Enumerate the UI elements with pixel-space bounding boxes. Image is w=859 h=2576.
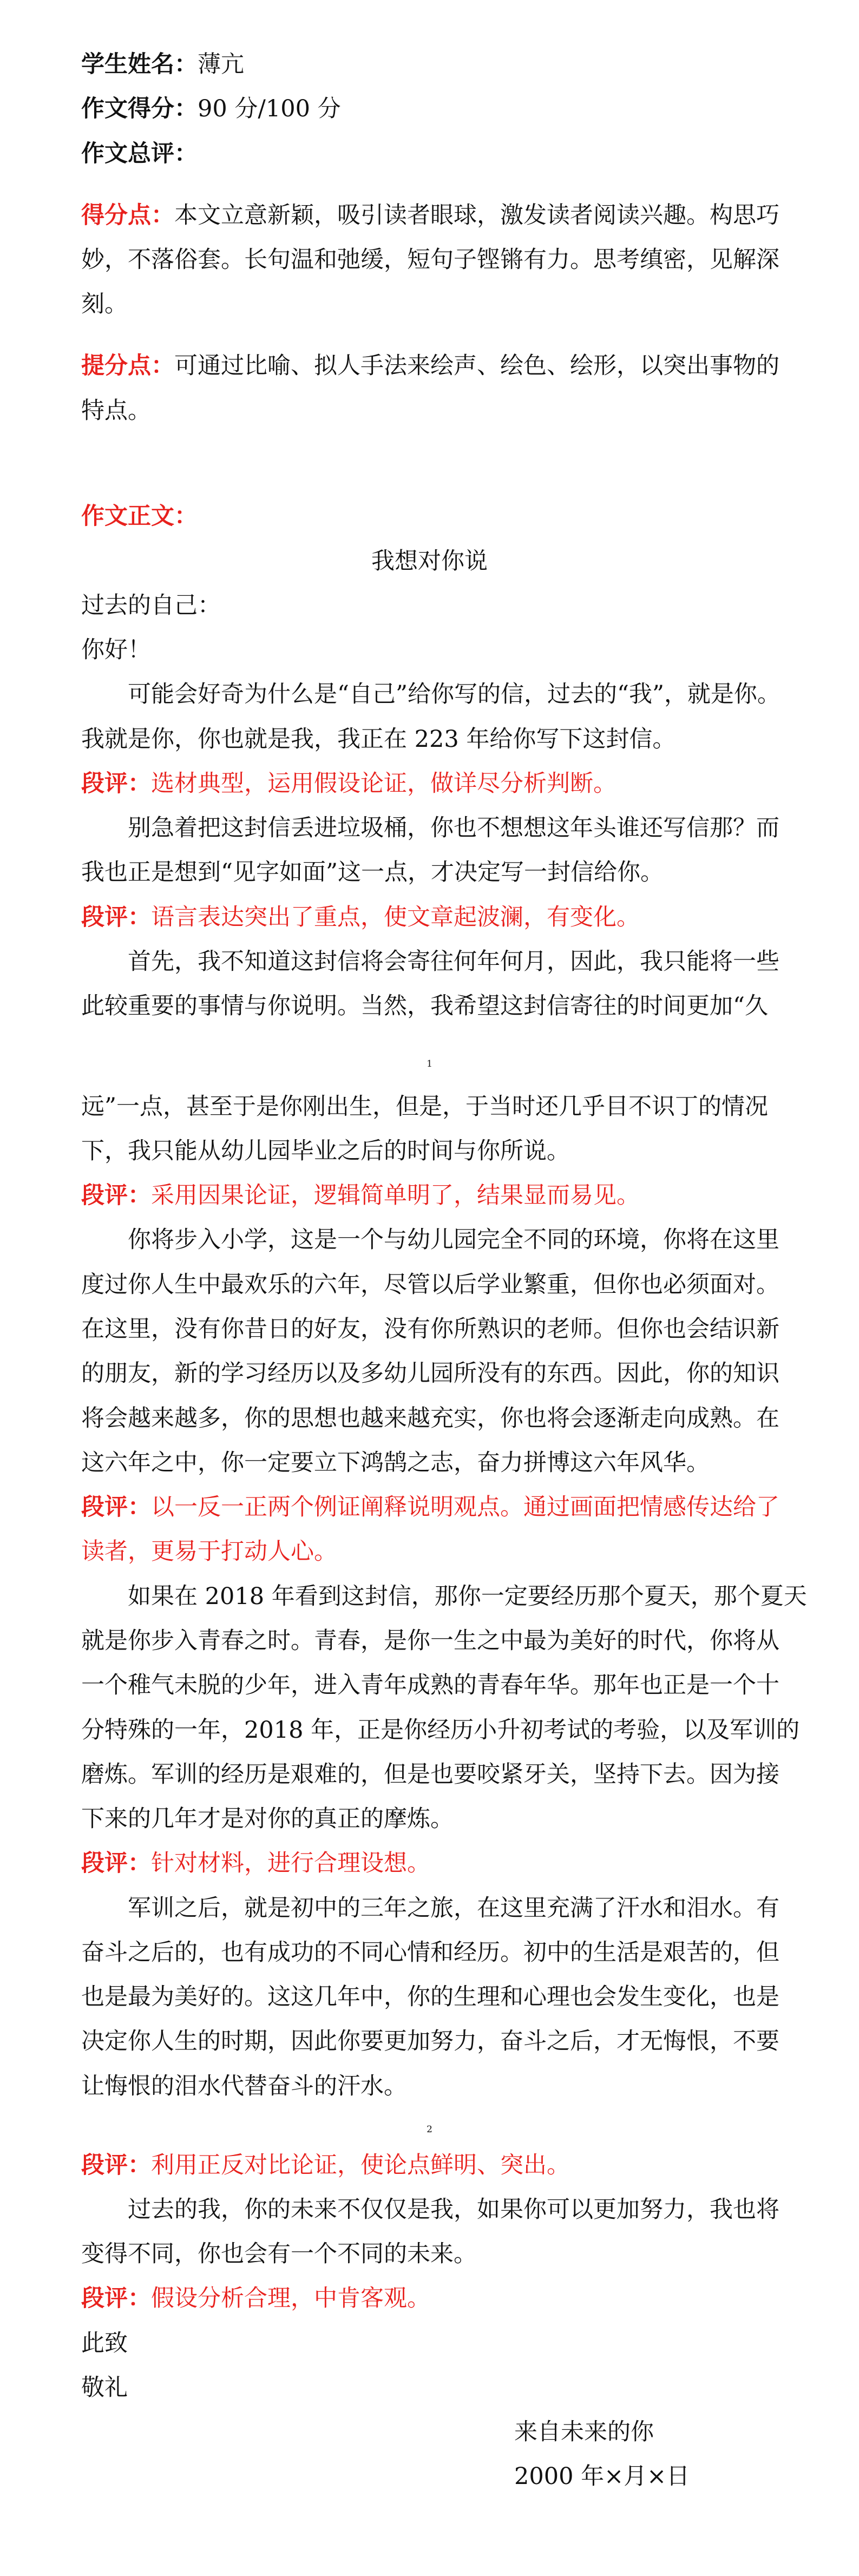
- page-number-1: 1: [427, 1059, 432, 1069]
- strengths-label: 得分点：: [81, 202, 174, 229]
- paragraph-7-line-1: 过去的我，你的未来不仅仅是我，如果你可以更加努力，我也将: [128, 2196, 779, 2223]
- comment-3: [81, 1184, 640, 1207]
- strengths-line-3: 刻。: [81, 291, 128, 318]
- comment-5: [81, 1852, 430, 1875]
- strengths-line-1: [81, 204, 779, 227]
- comment-7-label: 段评：: [81, 2285, 151, 2312]
- closing-line-2: 敬礼: [81, 2374, 128, 2401]
- comment-2-text: 语言表达突出了重点，使文章起波澜，有变化。: [151, 904, 640, 931]
- comment-3-text: 采用因果论证，逻辑简单明了，结果显而易见。: [151, 1182, 640, 1209]
- comment-3-label: 段评：: [81, 1182, 151, 1209]
- comment-4-text-1: 以一反一正两个例证阐释说明观点。通过画面把情感传达给了: [151, 1494, 779, 1521]
- student-name-label: 学生姓名：: [81, 51, 198, 78]
- strengths-text-1: 本文立意新颖，吸引读者眼球，激发读者阅读兴趣。构思巧: [174, 202, 779, 229]
- comment-5-label: 段评：: [81, 1850, 151, 1877]
- comment-1-text: 选材典型，运用假设论证，做详尽分析判断。: [151, 770, 617, 797]
- comment-6-label: 段评：: [81, 2152, 151, 2179]
- paragraph-6-line-5: 让悔恨的泪水代替奋斗的汗水。: [81, 2073, 407, 2100]
- essay-title: 我想对你说: [371, 548, 488, 575]
- paragraph-6-line-3: 也是最为美好的。这这几年中，你的生理和心理也会发生变化，也是: [81, 1983, 779, 2010]
- paragraph-3-line-4: 下，我只能从幼儿园毕业之后的时间与你所说。: [81, 1138, 570, 1165]
- improve-label: 提分点：: [81, 352, 174, 379]
- greeting-line-1: 过去的自己：: [81, 592, 221, 619]
- paragraph-5-line-5: 磨炼。军训的经历是艰难的，但是也要咬紧牙关，坚持下去。因为接: [81, 1761, 779, 1788]
- paragraph-5-line-6: 下来的几年才是对你的真正的摩炼。: [81, 1805, 454, 1832]
- student-name-row: [81, 53, 244, 76]
- comment-6: [81, 2154, 570, 2177]
- comment-1: [81, 772, 617, 796]
- paragraph-4-line-1: 你将步入小学，这是一个与幼儿园完全不同的环境，你将在这里: [128, 1226, 779, 1253]
- paragraph-4-line-6: 这六年之中，你一定要立下鸿鹄之志，奋力拼博这六年风华。: [81, 1449, 710, 1476]
- comment-2-label: 段评：: [81, 904, 151, 931]
- paragraph-2-line-2: 我也正是想到“见字如面”这一点，才决定写一封信给你。: [81, 859, 664, 886]
- strengths-line-2: 妙，不落俗套。长句温和弛缓，短句子铿锵有力。思考缜密，见解深: [81, 246, 779, 273]
- improve-line-1: [81, 354, 779, 378]
- paragraph-4-line-3: 在这里，没有你昔日的好友，没有你所熟识的老师。但你也会结识新: [81, 1316, 779, 1343]
- paragraph-4-line-4: 的朋友，新的学习经历以及多幼儿园所没有的东西。因此，你的知识: [81, 1360, 779, 1387]
- comment-1-label: 段评：: [81, 770, 151, 797]
- comment-7: [81, 2287, 430, 2310]
- page-number-2: 2: [427, 2124, 432, 2135]
- comment-4: [81, 1496, 779, 1519]
- score-row: [81, 97, 341, 121]
- paragraph-5-line-2: 就是你步入青春之时。青春，是你一生之中最为美好的时代，你将从: [81, 1627, 779, 1654]
- student-name-value: 薄亢: [198, 51, 244, 78]
- paragraph-4-line-5: 将会越来越多，你的思想也越来越充实，你也将会逐渐走向成熟。在: [81, 1405, 779, 1432]
- paragraph-5-line-4: 分特殊的一年，2018 年，正是你经历小升初考试的考验，以及军训的: [81, 1717, 800, 1744]
- paragraph-3-line-1: 首先，我不知道这封信将会寄往何年何月，因此，我只能将一些: [128, 948, 779, 975]
- paragraph-5-line-1: 如果在 2018 年看到这封信，那你一定要经历那个夏天，那个夏天: [128, 1583, 807, 1610]
- essay-section-label: 作文正文：: [81, 503, 198, 530]
- paragraph-7-line-2: 变得不同，你也会有一个不同的未来。: [81, 2240, 477, 2268]
- paragraph-2-line-1: 别急着把这封信丢进垃圾桶，你也不想想这年头谁还写信那？而: [128, 814, 779, 842]
- score-value: 90 分/100 分: [198, 95, 341, 122]
- paragraph-4-line-2: 度过你人生中最欢乐的六年，尽管以后学业繁重，但你也必须面对。: [81, 1271, 779, 1298]
- comment-4-text-2: 读者，更易于打动人心。: [81, 1538, 337, 1565]
- comment-2: [81, 906, 640, 929]
- paragraph-3-line-2: 此较重要的事情与你说明。当然，我希望这封信寄往的时间更加“久: [81, 993, 768, 1020]
- improve-text-1: 可通过比喻、拟人手法来绘声、绘色、绘形，以突出事物的: [174, 352, 779, 379]
- comment-6-text: 利用正反对比论证，使论点鲜明、突出。: [151, 2152, 570, 2179]
- paragraph-3-line-3: 远”一点，甚至于是你刚出生，但是，于当时还几乎目不识丁的情况: [81, 1093, 768, 1120]
- paragraph-1-line-2: 我就是你，你也就是我，我正在 223 年给你写下这封信。: [81, 726, 676, 753]
- improve-line-2: 特点。: [81, 397, 151, 424]
- paragraph-6-line-4: 决定你人生的时期，因此你要更加努力，奋斗之后，才无悔恨，不要: [81, 2028, 779, 2055]
- comment-4-label: 段评：: [81, 1494, 151, 1521]
- greeting-line-2: 你好！: [81, 636, 151, 663]
- paragraph-5-line-3: 一个稚气未脱的少年，进入青年成熟的青春年华。那年也正是一个十: [81, 1672, 779, 1699]
- comment-7-text: 假设分析合理，中肯客观。: [151, 2285, 430, 2312]
- paragraph-6-line-2: 奋斗之后的，也有成功的不同心情和经历。初中的生活是艰苦的，但: [81, 1939, 779, 1966]
- paragraph-6-line-1: 军训之后，就是初中的三年之旅，在这里充满了汗水和泪水。有: [128, 1895, 779, 1922]
- summary-label: 作文总评：: [81, 140, 198, 167]
- comment-5-text: 针对材料，进行合理设想。: [151, 1850, 430, 1877]
- closing-line-1: 此致: [81, 2330, 128, 2357]
- signature-from: 来自未来的你: [514, 2419, 654, 2446]
- paragraph-1-line-1: 可能会好奇为什么是“自己”给你写的信，过去的“我”，就是你。: [128, 681, 781, 708]
- signature-date: 2000 年×月×日: [514, 2463, 690, 2490]
- score-label: 作文得分：: [81, 95, 198, 122]
